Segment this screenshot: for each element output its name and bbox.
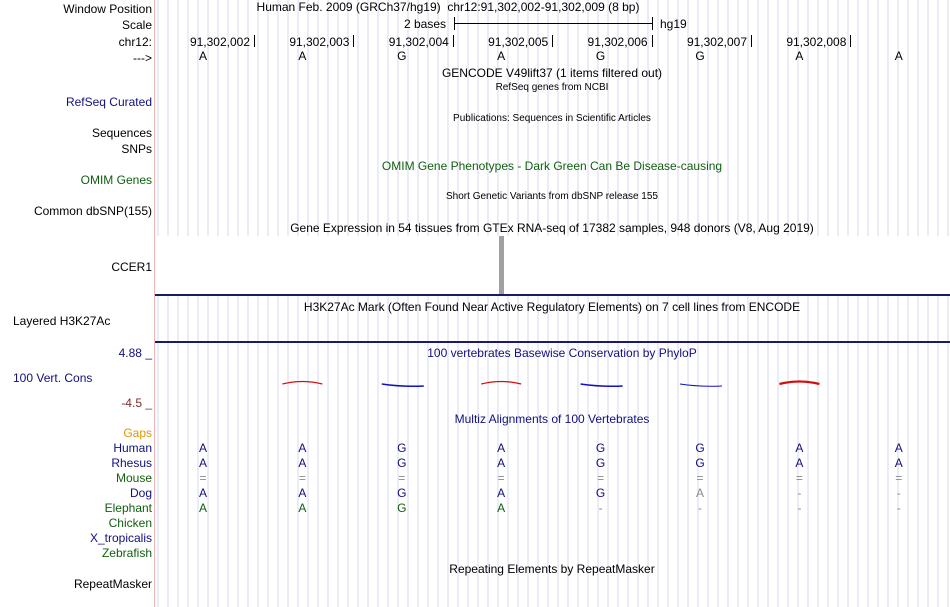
phylop-mark — [581, 384, 623, 386]
phylop-min-label: -4.5 _ — [121, 396, 152, 410]
alignment-base: A — [298, 501, 307, 515]
alignment-base: A — [198, 441, 208, 455]
alignment-base: G — [595, 441, 606, 455]
alignment-base: A — [795, 441, 804, 455]
alignment-base: G — [397, 486, 407, 500]
alignment-base: = — [298, 471, 306, 485]
ruler-position-label: 91,302,002 — [189, 35, 250, 49]
ruler-tick — [850, 35, 851, 47]
scale-bar-left-tick — [454, 17, 455, 30]
phylop-mark — [282, 382, 322, 385]
ruler-tick — [353, 35, 354, 47]
track-label-repeatmasker[interactable]: RepeatMasker — [73, 577, 152, 591]
alignment-base: A — [497, 441, 506, 455]
track-label-sequences[interactable]: Sequences — [91, 126, 152, 140]
track-label-h3k27ac[interactable]: Layered H3K27Ac — [13, 314, 111, 328]
species-label[interactable]: X_tropicalis — [89, 531, 152, 545]
alignment-base: A — [695, 486, 705, 500]
alignment-base: G — [397, 501, 407, 515]
alignment-base: - — [797, 501, 802, 515]
assembly-title: Human Feb. 2009 (GRCh37/hg19) chr12:91,302,002-91,302,009 (8 bp) — [256, 0, 640, 14]
ruler-tick — [652, 35, 653, 47]
ruler-position-label: 91,302,003 — [289, 35, 350, 49]
scale-bar-right-tick — [652, 17, 653, 30]
dbsnp-title[interactable]: Short Genetic Variants from dbSNP release 155 — [446, 191, 658, 202]
track-label-omim[interactable]: OMIM Genes — [80, 173, 152, 187]
alignment-base: = — [199, 471, 207, 485]
alignment-base: - — [896, 486, 901, 500]
track-data-area[interactable] — [155, 0, 950, 607]
alignment-base: A — [894, 456, 903, 470]
species-label[interactable]: Rhesus — [111, 456, 152, 470]
phylop-mark — [680, 384, 722, 386]
reference-base: A — [497, 49, 506, 63]
species-label[interactable]: Elephant — [104, 501, 152, 515]
alignment-base: = — [696, 471, 704, 485]
alignment-base: G — [595, 486, 606, 500]
reference-base: A — [894, 49, 903, 63]
refseq-title[interactable]: RefSeq genes from NCBI — [495, 82, 609, 93]
alignment-base: G — [397, 456, 407, 470]
scale-db: hg19 — [660, 17, 687, 31]
window-position-label: Window Position — [63, 2, 152, 16]
reference-base: A — [298, 49, 307, 63]
scale-text: 2 bases — [404, 17, 447, 31]
species-label[interactable]: Dog — [129, 486, 152, 500]
scale-bar — [454, 23, 652, 24]
chrom-label: chr12: — [118, 35, 152, 49]
h3k27ac-title[interactable]: H3K27Ac Mark (Often Found Near Active Regulatory Elements) on 7 cell lines from ENCODE — [303, 300, 801, 314]
gtex-graph[interactable] — [155, 236, 950, 294]
alignment-base: A — [198, 501, 208, 515]
alignment-base: G — [595, 456, 606, 470]
alignment-base: A — [298, 486, 307, 500]
gtex-title[interactable]: Gene Expression in 54 tissues from GTEx RNA-seq of 17382 samples, 948 donors (V8, Aug 2019) — [290, 221, 814, 235]
ruler-tick — [254, 35, 255, 47]
ruler-position-label: 91,302,007 — [686, 35, 747, 49]
species-label[interactable]: Zebrafish — [101, 546, 152, 560]
reference-base: G — [397, 49, 407, 63]
ruler-position-label: 91,302,006 — [587, 35, 648, 49]
track-label-phylop[interactable]: 100 Vert. Cons — [13, 371, 93, 385]
h3k27ac-bottom-line — [155, 341, 950, 343]
phylop-mark — [382, 384, 424, 386]
species-label[interactable]: Chicken — [108, 516, 152, 530]
omim-title[interactable]: OMIM Gene Phenotypes - Dark Green Can Be Disease-causing — [381, 159, 723, 173]
phylop-max-label: 4.88 _ — [118, 346, 152, 360]
alignment-base: - — [598, 501, 603, 515]
alignment-base: A — [497, 486, 506, 500]
reference-base: A — [198, 49, 208, 63]
ruler-position-label: 91,302,005 — [488, 35, 549, 49]
repeatmasker-title[interactable]: Repeating Elements by RepeatMasker — [449, 562, 655, 576]
gtex-highlight-bar — [499, 236, 504, 294]
track-label-refseq[interactable]: RefSeq Curated — [65, 95, 152, 109]
alignment-base: A — [298, 441, 307, 455]
alignment-base: G — [695, 441, 705, 455]
alignment-base: G — [695, 456, 705, 470]
track-label-gaps: Gaps — [123, 426, 152, 440]
reference-base: G — [695, 49, 705, 63]
ruler-tick — [751, 35, 752, 47]
alignment-base: A — [497, 456, 506, 470]
phylop-mark — [481, 382, 521, 385]
ruler-tick — [453, 35, 454, 47]
scale-label: Scale — [121, 18, 152, 32]
alignment-base: = — [895, 471, 903, 485]
phylop-title[interactable]: 100 vertebrates Basewise Conservation by PhyloP — [427, 346, 697, 360]
alignment-base: A — [198, 456, 208, 470]
track-label-snps[interactable]: SNPs — [121, 142, 152, 156]
alignment-base: - — [797, 486, 802, 500]
alignment-base: A — [198, 486, 208, 500]
alignment-base: A — [894, 441, 903, 455]
ruler-position-label: 91,302,004 — [388, 35, 449, 49]
publications-title[interactable]: Publications: Sequences in Scientific Articles — [453, 113, 651, 124]
ruler-tick — [552, 35, 553, 47]
multiz-title[interactable]: Multiz Alignments of 100 Vertebrates — [454, 412, 650, 426]
strand-label: ---> — [133, 51, 152, 65]
alignment-base: A — [298, 456, 307, 470]
phylop-graph[interactable] — [155, 370, 950, 400]
alignment-base: A — [497, 501, 506, 515]
alignment-base: = — [795, 471, 803, 485]
reference-base: A — [795, 49, 804, 63]
ruler-position-label: 91,302,008 — [786, 35, 847, 49]
alignment-base: - — [698, 501, 702, 515]
species-label[interactable]: Human — [113, 441, 152, 455]
alignment-base: A — [795, 456, 804, 470]
track-label-panel — [0, 0, 154, 607]
track-label-ccer1[interactable]: CCER1 — [111, 260, 152, 274]
gtex-bottom-line — [155, 294, 950, 296]
phylop-mark — [779, 382, 819, 385]
alignment-base: = — [597, 471, 605, 485]
species-label[interactable]: Mouse — [115, 471, 152, 485]
alignment-base: = — [497, 471, 505, 485]
alignment-base: - — [896, 501, 901, 515]
track-label-dbsnp[interactable]: Common dbSNP(155) — [33, 204, 152, 218]
reference-base: G — [595, 49, 606, 63]
gencode-title[interactable]: GENCODE V49lift37 (1 items filtered out) — [441, 66, 663, 80]
alignment-base: G — [397, 441, 407, 455]
alignment-base: = — [398, 471, 406, 485]
